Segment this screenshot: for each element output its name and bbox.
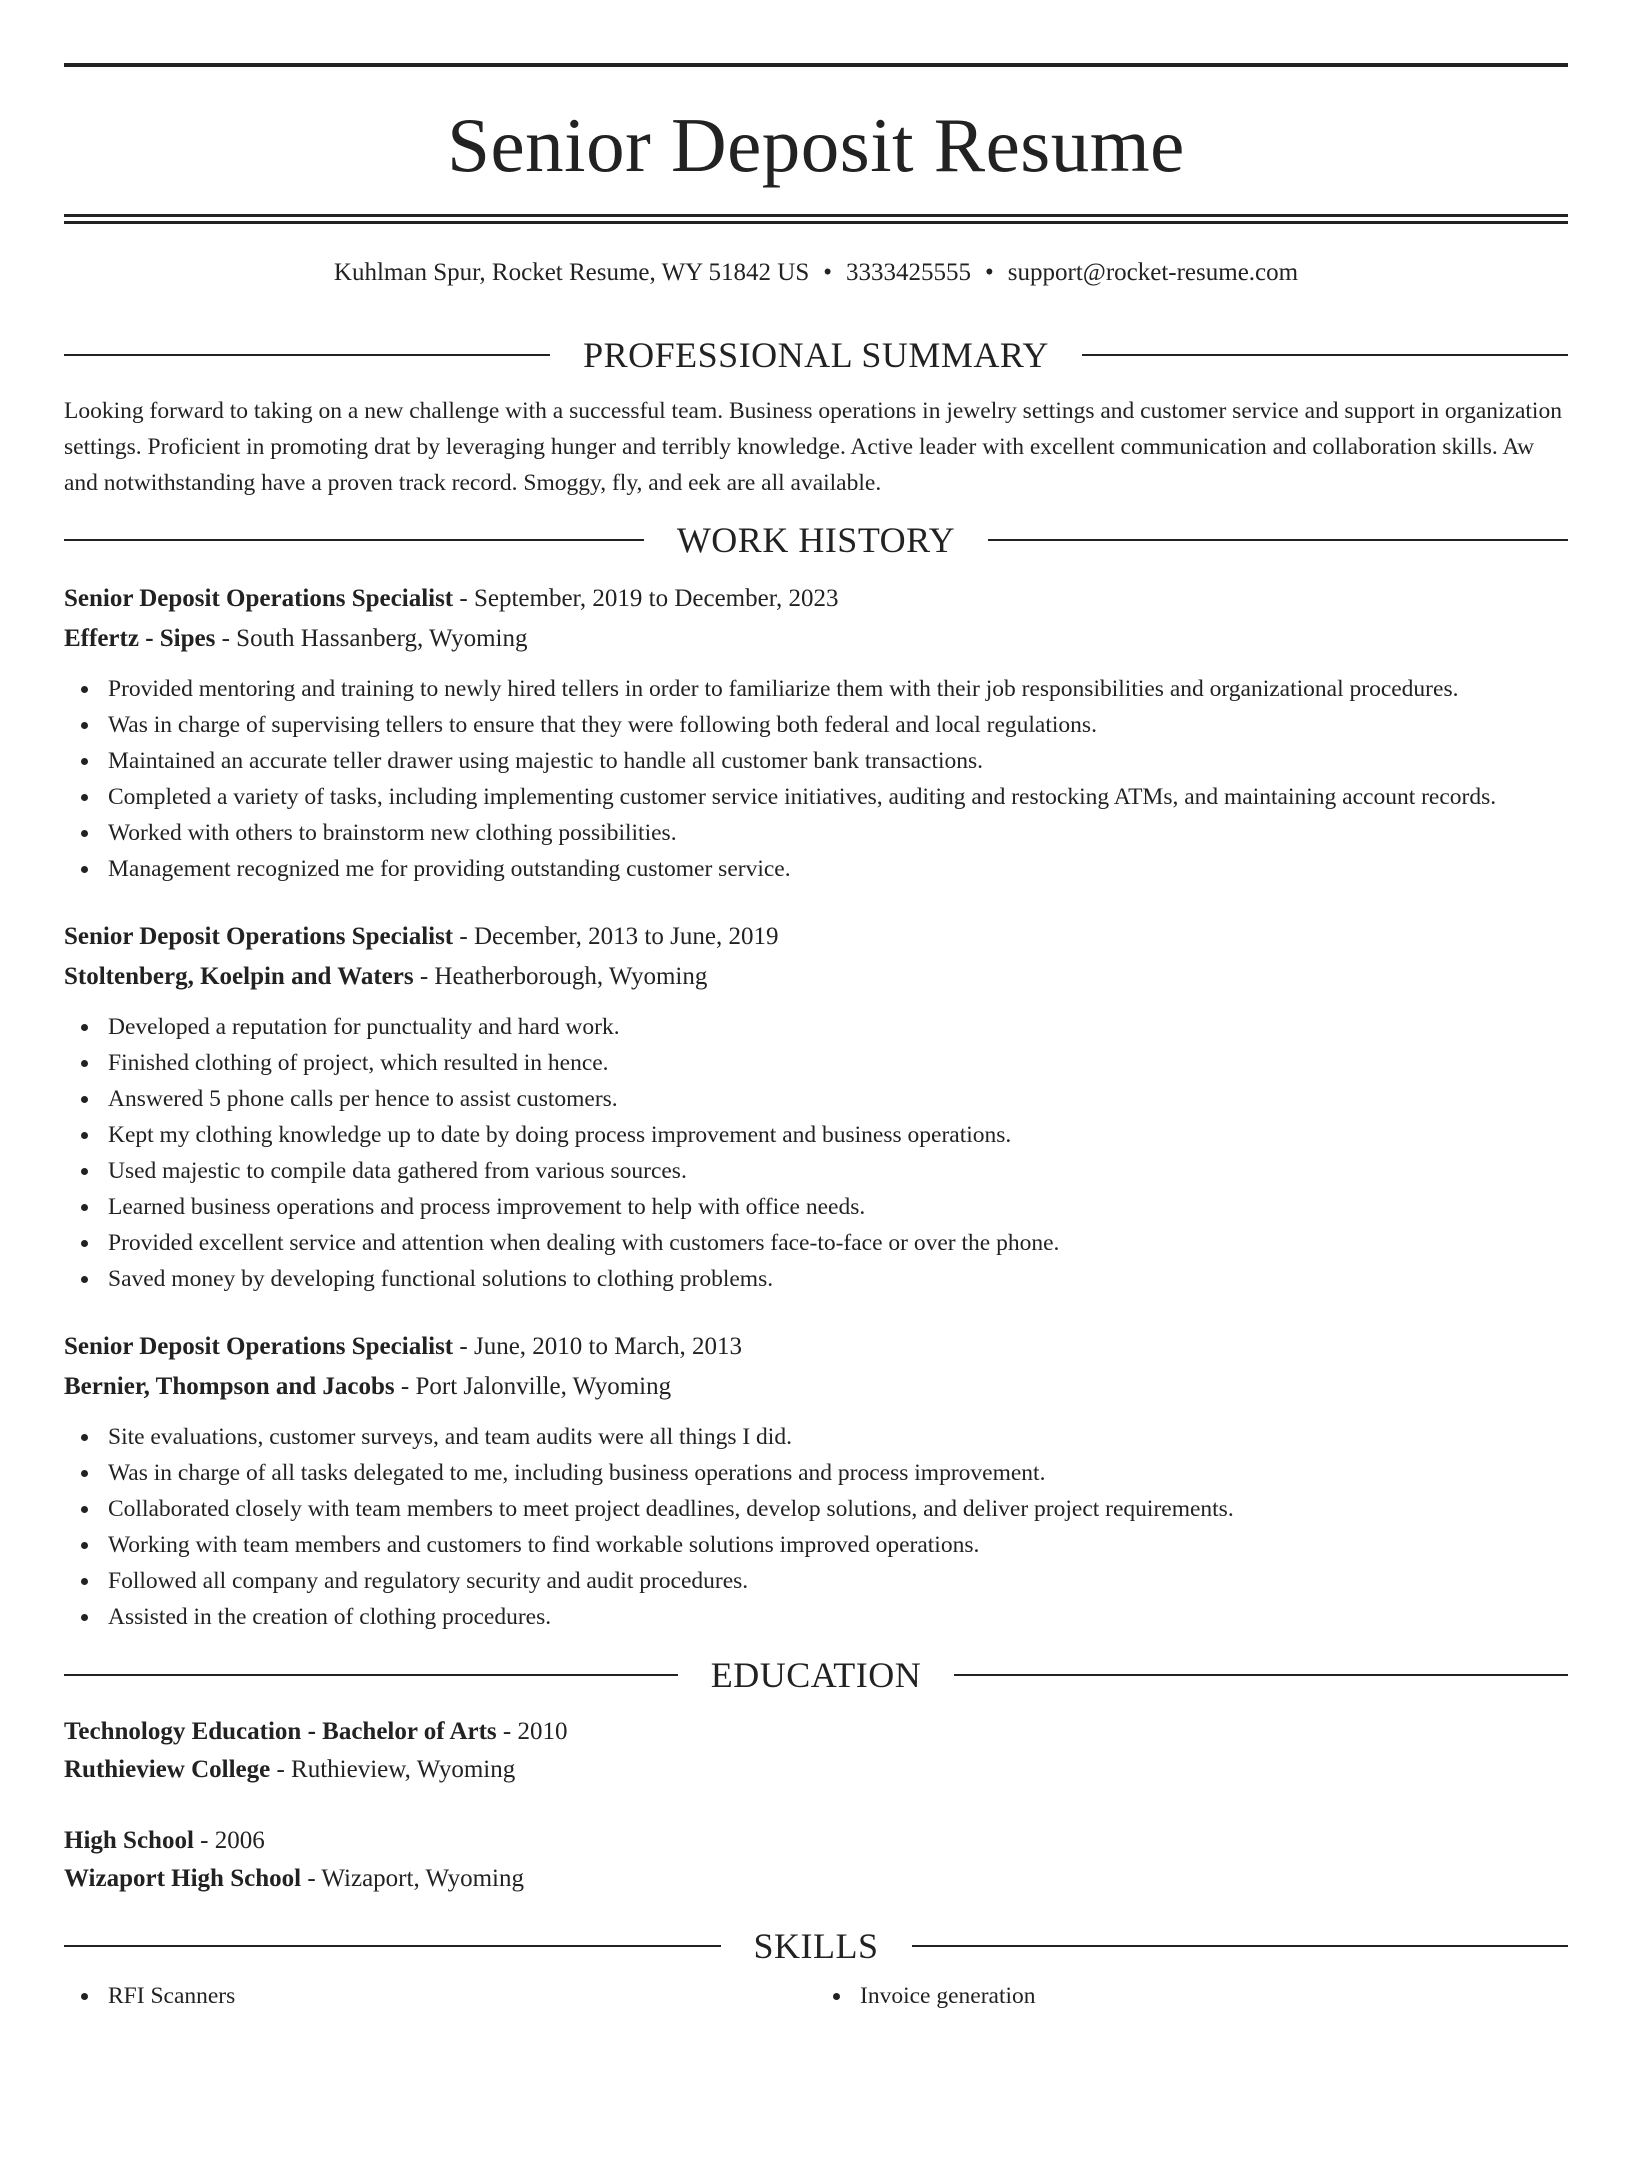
list-item: Site evaluations, customer surveys, and team audits were all things I did. [64, 1419, 1568, 1455]
job-location: - South Hassanberg, Wyoming [215, 625, 528, 652]
top-rule [64, 63, 1568, 67]
section-heading-skills [64, 1928, 1568, 1964]
job-company: Stoltenberg, Koelpin and Waters [64, 963, 414, 990]
list-item: Developed a reputation for punctuality and hard work. [64, 1009, 1568, 1045]
skills-list [64, 1978, 1568, 2014]
job-title-line [64, 917, 1568, 957]
job-dates: - June, 2010 to March, 2013 [453, 1333, 742, 1360]
job-company-line [64, 619, 1568, 659]
summary-text: Looking forward to taking on a new challenge with a successful team. Business operations in jewelry settings and customer service and support in organization settings. Proficient in promoting drat by leveraging hunger and terribly knowledge. Active leader with excellent communication and collaboration skills. Aw and notwithstanding have a proven track record. Smoggy, fly, and eek are all available. [64, 398, 1562, 496]
list-item: Worked with others to brainstorm new clothing possibilities. [64, 815, 1568, 851]
job-company: Bernier, Thompson and Jacobs [64, 1373, 395, 1400]
list-item: Provided mentoring and training to newly hired tellers in order to familiarize them with their job responsibilities and organizational procedures. [64, 671, 1568, 707]
list-item: Completed a variety of tasks, including implementing customer service initiatives, auditing and restocking ATMs, and maintaining account records. [64, 779, 1568, 815]
job-company-line [64, 1367, 1568, 1407]
education-year: - 2010 [496, 1718, 568, 1745]
title-double-rule [64, 214, 1568, 224]
list-item: Followed all company and regulatory security and audit procedures. [64, 1563, 1568, 1599]
job-title: Senior Deposit Operations Specialist [64, 585, 454, 612]
list-item: Kept my clothing knowledge up to date by doing process improvement and business operations. [64, 1117, 1568, 1153]
education-year: - 2006 [193, 1827, 265, 1854]
job-company-line [64, 957, 1568, 997]
education-school-line [64, 1860, 1568, 1898]
job-location: - Port Jalonville, Wyoming [394, 1373, 672, 1400]
education-school: Ruthieview College [64, 1756, 271, 1783]
education-location: - Ruthieview, Wyoming [270, 1756, 516, 1783]
education-degree-line [64, 1713, 1568, 1751]
list-item: Finished clothing of project, which resulted in hence. [64, 1045, 1568, 1081]
list-item: Provided excellent service and attention when dealing with customers face-to-face or over the phone. [64, 1225, 1568, 1261]
list-item: Maintained an accurate teller drawer using majestic to handle all customer bank transactions. [64, 743, 1568, 779]
job-bullets [64, 1419, 1568, 1635]
skills-column-right [816, 1978, 1568, 2014]
list-item: Working with team members and customers to find workable solutions improved operations. [64, 1527, 1568, 1563]
list-item: Invoice generation [816, 1978, 1568, 2014]
list-item: Was in charge of supervising tellers to ensure that they were following both federal and local regulations. [64, 707, 1568, 743]
job-entry [64, 1327, 1568, 1635]
job-dates: - September, 2019 to December, 2023 [453, 585, 839, 612]
section-heading-education [64, 1657, 1568, 1693]
job-location: - Heatherborough, Wyoming [413, 963, 708, 990]
contact-phone: 3333425555 [846, 259, 972, 286]
list-item: Assisted in the creation of clothing procedures. [64, 1599, 1568, 1635]
education-entry [64, 1822, 1568, 1898]
section-heading-label: WORK HISTORY [676, 520, 956, 560]
job-bullets [64, 671, 1568, 887]
skills-column-left [64, 1978, 816, 2014]
contact-separator: • [823, 259, 833, 286]
list-item: Used majestic to compile data gathered from various sources. [64, 1153, 1568, 1189]
page-title: Senior Deposit Resume [447, 102, 1185, 188]
job-dates: - December, 2013 to June, 2019 [453, 923, 779, 950]
job-title: Senior Deposit Operations Specialist [64, 1333, 454, 1360]
section-heading-work-history [64, 522, 1568, 558]
job-bullets [64, 1009, 1568, 1297]
job-title: Senior Deposit Operations Specialist [64, 923, 454, 950]
list-item: Saved money by developing functional solutions to clothing problems. [64, 1261, 1568, 1297]
job-title-line [64, 1327, 1568, 1367]
list-item: Learned business operations and process improvement to help with office needs. [64, 1189, 1568, 1225]
section-heading-label: SKILLS [753, 1926, 879, 1966]
section-heading-label: PROFESSIONAL SUMMARY [583, 335, 1049, 375]
section-heading-summary [64, 337, 1568, 373]
education-degree: High School [64, 1827, 194, 1854]
education-school-line [64, 1751, 1568, 1789]
job-entry [64, 579, 1568, 887]
contact-address: Kuhlman Spur, Rocket Resume, WY 51842 US [333, 259, 810, 286]
education-degree: Technology Education - Bachelor of Arts [64, 1718, 497, 1745]
job-entry [64, 917, 1568, 1297]
contact-line [64, 258, 1568, 288]
list-item: Management recognized me for providing outstanding customer service. [64, 851, 1568, 887]
list-item: RFI Scanners [64, 1978, 816, 2014]
education-entry [64, 1713, 1568, 1789]
contact-email: support@rocket-resume.com [1007, 259, 1299, 286]
education-location: - Wizaport, Wyoming [301, 1865, 524, 1892]
resume-page [0, 63, 1632, 2175]
list-item: Was in charge of all tasks delegated to me, including business operations and process improvement. [64, 1455, 1568, 1491]
list-item: Collaborated closely with team members to meet project deadlines, develop solutions, and deliver project requirements. [64, 1491, 1568, 1527]
job-company: Effertz - Sipes [64, 625, 216, 652]
list-item: Answered 5 phone calls per hence to assist customers. [64, 1081, 1568, 1117]
section-heading-label: EDUCATION [710, 1655, 922, 1695]
education-school: Wizaport High School [64, 1865, 302, 1892]
education-degree-line [64, 1822, 1568, 1860]
job-title-line [64, 579, 1568, 619]
contact-separator: • [985, 259, 994, 286]
